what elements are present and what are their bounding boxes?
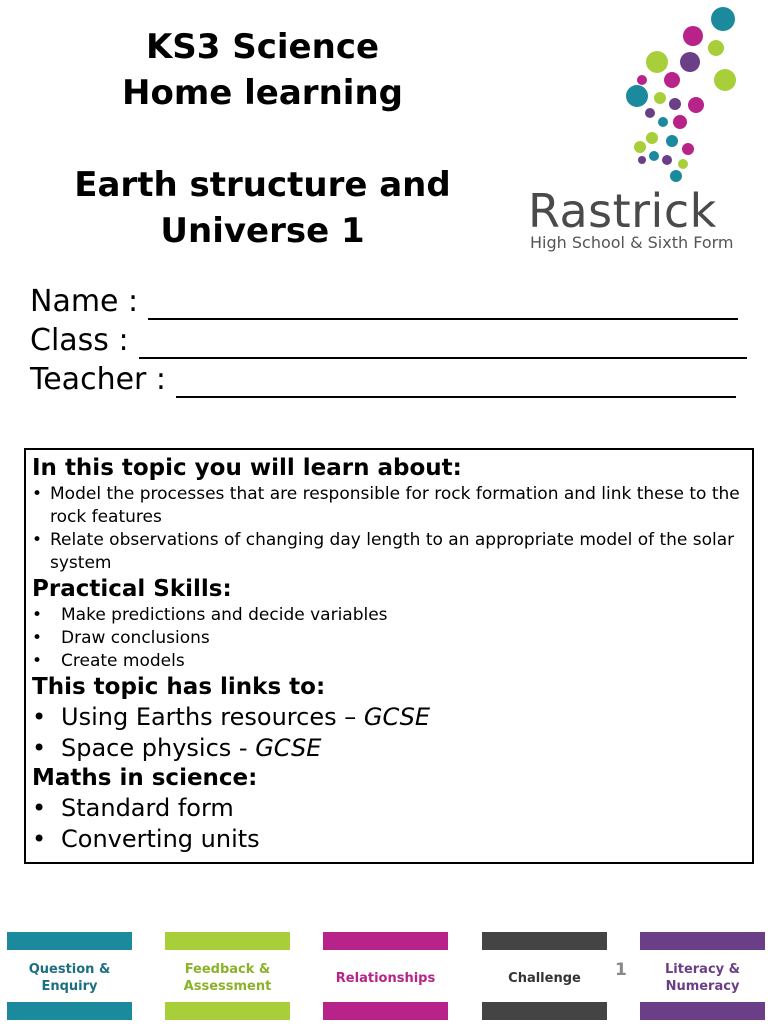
class-field	[30, 323, 747, 359]
skills-list	[32, 604, 746, 673]
list-item: • Draw conclusions	[32, 628, 210, 648]
name-label: Name :	[30, 284, 139, 319]
class-line[interactable]	[139, 331, 747, 359]
list-item: • Make predictions and decide variables	[32, 605, 388, 625]
title-line-1: KS3 Science	[145, 27, 380, 67]
teacher-field	[30, 362, 736, 398]
list-item: • Relate observations of changing day length to an appropriate model of the solar system	[32, 530, 735, 573]
footer-tile-relationships: Relationships	[323, 932, 448, 1020]
list-item: • Space physics - GCSE	[32, 734, 322, 762]
teacher-line[interactable]	[176, 370, 736, 398]
list-item: • Converting units	[32, 825, 260, 853]
footer-tile-feedback-assessment: Feedback & Assessment	[165, 932, 290, 1020]
list-item: • Model the processes that are responsible for rock formation and link these to the rock features	[32, 484, 740, 527]
name-line[interactable]	[148, 292, 738, 320]
maths-list	[32, 793, 746, 855]
footer-tile-challenge: Challenge	[482, 932, 607, 1020]
topic-title-line-1: Earth structure and	[74, 165, 451, 205]
learn-list	[32, 483, 746, 575]
teacher-label: Teacher :	[30, 362, 167, 397]
school-logo-subtitle: High School & Sixth Form	[530, 233, 734, 252]
links-heading: This topic has links to:	[32, 674, 326, 700]
footer-tile-literacy-numeracy: Literacy & Numeracy	[640, 932, 765, 1020]
links-list	[32, 702, 746, 764]
class-label: Class :	[30, 323, 129, 358]
topic-overview-box	[24, 448, 754, 864]
page-number: 1	[615, 960, 627, 980]
list-item: • Standard form	[32, 794, 234, 822]
worksheet-title	[40, 24, 485, 116]
title-line-2: Home learning	[122, 73, 403, 113]
list-item: • Using Earths resources – GCSE	[32, 703, 431, 731]
list-item: • Create models	[32, 651, 185, 671]
topic-title-line-2: Universe 1	[160, 211, 365, 251]
learn-heading: In this topic you will learn about:	[32, 455, 462, 481]
school-logo-name: Rastrick	[528, 184, 717, 238]
topic-title	[40, 162, 485, 254]
maths-heading: Maths in science:	[32, 765, 258, 791]
footer-tile-question-enquiry: Question & Enquiry	[7, 932, 132, 1020]
name-field	[30, 284, 738, 320]
skills-heading: Practical Skills:	[32, 576, 232, 602]
